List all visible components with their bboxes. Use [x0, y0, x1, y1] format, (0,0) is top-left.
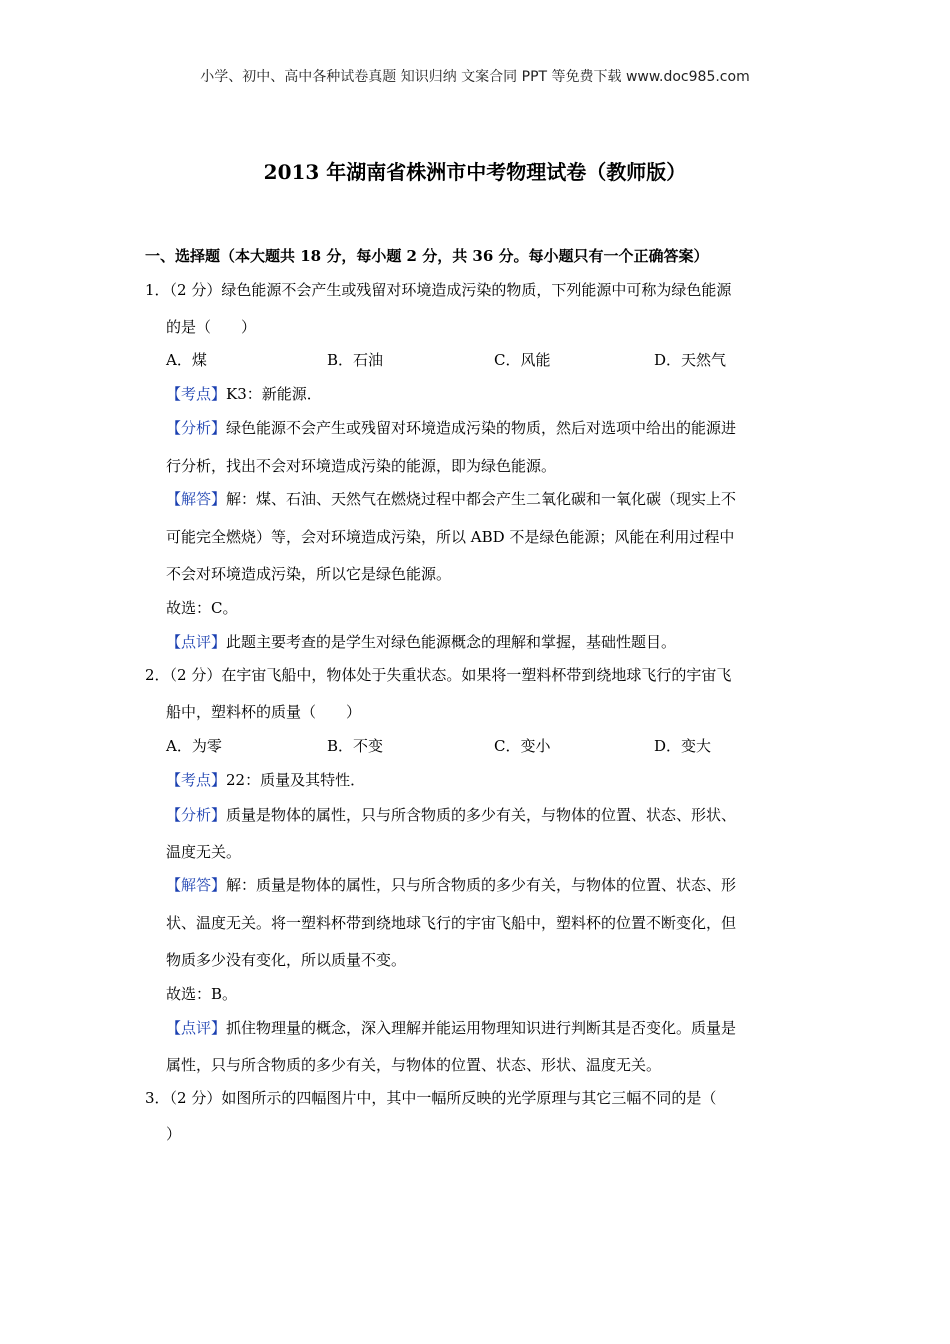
- q1-option-b: B．石油: [327, 351, 384, 369]
- q2-option-d: D．变大: [654, 737, 712, 755]
- q1-jieda: [166, 489, 736, 509]
- fenxi-tag: 【分析】: [166, 806, 227, 824]
- dianping-tag: 【点评】: [166, 1019, 227, 1037]
- q1-stem-line2: 的是（ ）: [166, 318, 257, 336]
- q1-fenxi-text1: 绿色能源不会产生或残留对环境造成污染的物质，然后对选项中给出的能源进: [226, 419, 737, 437]
- q2-stem-line1: 2．（2 分）在宇宙飞船中，物体处于失重状态。如果将一塑料杯带到绕地球飞行的宇宙飞: [145, 666, 732, 684]
- q2-jieda-text1: 解：质量是物体的属性，只与所含物质的多少有关，与物体的位置、状态、形: [226, 876, 737, 894]
- q2-dianping-text1: 抓住物理量的概念，深入理解并能运用物理知识进行判断其是否变化。质量是: [226, 1019, 737, 1037]
- jieda-tag: 【解答】: [166, 876, 227, 894]
- q1-jieda-line3: 不会对环境造成污染，所以它是绿色能源。: [166, 565, 452, 583]
- q1-jieda-text1: 解：煤、石油、天然气在燃烧过程中都会产生二氧化碳和一氧化碳（现实上不: [226, 490, 737, 508]
- q1-dianping-text: 此题主要考查的是学生对绿色能源概念的理解和掌握，基础性题目。: [226, 633, 677, 651]
- q1-fenxi: [166, 418, 736, 438]
- q1-kaodian: [166, 384, 322, 404]
- q2-kaodian: [166, 770, 365, 790]
- q2-fenxi-line2: 温度无关。: [166, 843, 242, 861]
- q1-jieda-line2: 可能完全燃烧）等，会对环境造成污染，所以 ABD 不是绿色能源；风能在利用过程中: [166, 528, 735, 546]
- q2-fenxi-text1: 质量是物体的属性，只与所含物质的多少有关，与物体的位置、状态、形状、: [226, 806, 737, 824]
- page-header: 小学、初中、高中各种试卷真题 知识归纳 文案合同 PPT 等免费下载 www.doc985.com: [200, 69, 750, 85]
- q2-kaodian-text: 22：质量及其特性．: [226, 771, 366, 789]
- page-title: 2013 年湖南省株洲市中考物理试卷（教师版）: [263, 160, 687, 184]
- q2-answer: 故选：B。: [166, 985, 238, 1003]
- q2-stem-line2: 船中，塑料杯的质量（ ）: [166, 703, 362, 721]
- q1-option-c: C．风能: [494, 351, 551, 369]
- q1-answer: 故选：C。: [166, 599, 238, 617]
- q2-option-c: C．变小: [494, 737, 551, 755]
- dianping-tag: 【点评】: [166, 633, 227, 651]
- fenxi-tag: 【分析】: [166, 419, 227, 437]
- q2-jieda-line2: 状、温度无关。将一塑料杯带到绕地球飞行的宇宙飞船中，塑料杯的位置不断变化，但: [166, 914, 737, 932]
- q1-dianping: [166, 632, 676, 652]
- q2-jieda: [166, 875, 736, 895]
- jieda-tag: 【解答】: [166, 490, 227, 508]
- q2-option-a: A．为零: [166, 737, 222, 755]
- kaodian-tag: 【考点】: [166, 771, 227, 789]
- q2-option-b: B．不变: [327, 737, 384, 755]
- q1-kaodian-text: K3：新能源．: [226, 385, 322, 403]
- q2-dianping: [166, 1018, 736, 1038]
- q1-option-d: D．天然气: [654, 351, 727, 369]
- kaodian-tag: 【考点】: [166, 385, 227, 403]
- q1-stem-line1: 1．（2 分）绿色能源不会产生或残留对环境造成污染的物质，下列能源中可称为绿色能源: [145, 281, 732, 299]
- q3-stem-line2: ）: [166, 1125, 182, 1143]
- q2-dianping-line2: 属性，只与所含物质的多少有关，与物体的位置、状态、形状、温度无关。: [166, 1056, 662, 1074]
- section-heading: 一、选择题（本大题共 18 分，每小题 2 分，共 36 分。每小题只有一个正确答案）: [145, 247, 709, 265]
- q3-stem-line1: 3．（2 分）如图所示的四幅图片中，其中一幅所反映的光学原理与其它三幅不同的是（: [145, 1089, 717, 1107]
- q1-fenxi-line2: 行分析，找出不会对环境造成污染的能源，即为绿色能源。: [166, 457, 557, 475]
- q1-option-a: A．煤: [166, 351, 207, 369]
- q2-jieda-line3: 物质多少没有变化，所以质量不变。: [166, 951, 407, 969]
- q2-fenxi: [166, 805, 736, 825]
